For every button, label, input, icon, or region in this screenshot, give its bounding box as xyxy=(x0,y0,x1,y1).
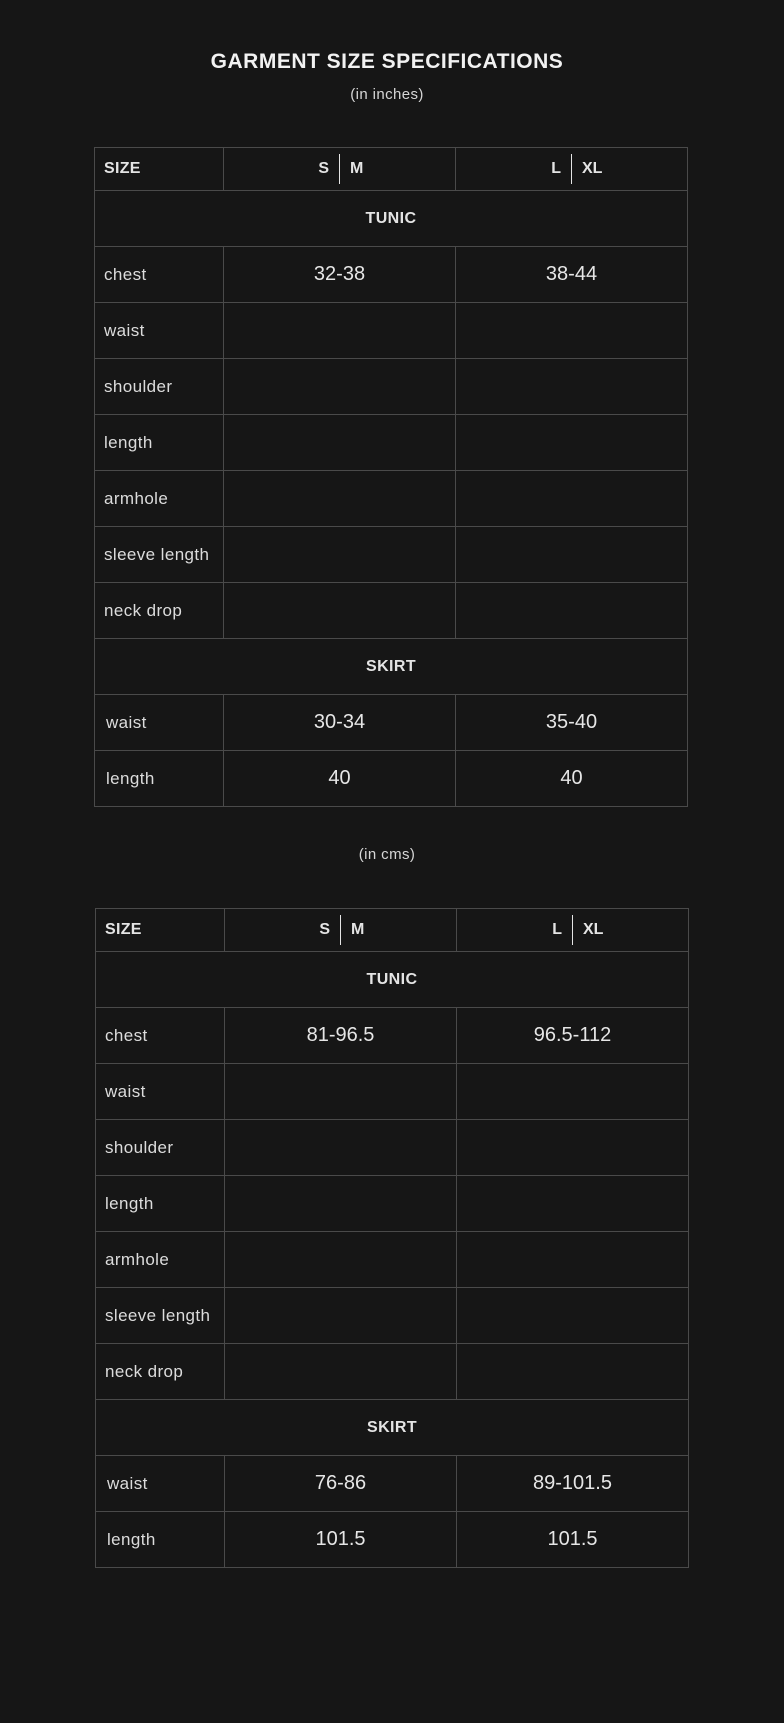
value-s-m xyxy=(225,1288,457,1344)
measurement-label: shoulder xyxy=(95,359,224,415)
measurement-label: length xyxy=(96,1176,225,1232)
page-title: GARMENT SIZE SPECIFICATIONS xyxy=(210,50,564,73)
size-s: S xyxy=(319,921,330,938)
value-l-xl xyxy=(457,1064,689,1120)
table-row xyxy=(95,471,688,527)
unit-label-cms: (in cms) xyxy=(358,846,416,863)
table-row xyxy=(96,1176,689,1232)
value-s-m: 81-96.5 xyxy=(225,1008,457,1064)
size-s: S xyxy=(318,160,329,177)
size-m: M xyxy=(351,921,365,938)
measurement-label: length xyxy=(95,751,224,807)
value-l-xl xyxy=(457,1176,689,1232)
size-table-inches xyxy=(94,147,688,807)
size-l: L xyxy=(551,160,561,177)
measurement-label: neck drop xyxy=(95,583,224,639)
measurement-label: length xyxy=(95,415,224,471)
table-row xyxy=(95,303,688,359)
value-s-m xyxy=(224,359,456,415)
value-s-m: 76-86 xyxy=(225,1456,457,1512)
value-l-xl xyxy=(457,1232,689,1288)
value-s-m xyxy=(225,1176,457,1232)
measurement-label: waist xyxy=(96,1064,225,1120)
value-l-xl xyxy=(456,303,688,359)
value-l-xl: 35-40 xyxy=(456,695,688,751)
measurement-label: armhole xyxy=(96,1232,225,1288)
value-s-m xyxy=(224,583,456,639)
size-m: M xyxy=(350,160,364,177)
value-l-xl xyxy=(456,471,688,527)
section-row-tunic xyxy=(95,191,688,247)
table-row xyxy=(95,415,688,471)
table-row xyxy=(96,1232,689,1288)
size-header: SIZE xyxy=(96,909,225,952)
measurement-label: sleeve length xyxy=(95,527,224,583)
value-s-m xyxy=(224,471,456,527)
size-pair-l-xl xyxy=(456,148,688,191)
value-l-xl xyxy=(457,1288,689,1344)
size-pair-l-xl xyxy=(457,909,689,952)
value-s-m xyxy=(224,303,456,359)
section-label-tunic: TUNIC xyxy=(96,952,689,1008)
value-s-m: 101.5 xyxy=(225,1512,457,1568)
table-row xyxy=(96,1008,689,1064)
section-label-skirt: SKIRT xyxy=(96,1400,689,1456)
table-row xyxy=(96,1120,689,1176)
value-l-xl xyxy=(457,1120,689,1176)
table-header-row xyxy=(95,148,688,191)
table-header-row xyxy=(96,909,689,952)
size-table-cms xyxy=(95,908,689,1568)
table-row xyxy=(96,1288,689,1344)
table-row xyxy=(96,1512,689,1568)
size-pair-s-m xyxy=(225,909,457,952)
value-s-m: 32-38 xyxy=(224,247,456,303)
value-s-m: 40 xyxy=(224,751,456,807)
table-row xyxy=(96,1456,689,1512)
size-header: SIZE xyxy=(95,148,224,191)
value-s-m xyxy=(224,527,456,583)
section-row-tunic xyxy=(96,952,689,1008)
measurement-label: neck drop xyxy=(96,1344,225,1400)
value-s-m xyxy=(225,1344,457,1400)
measurement-label: chest xyxy=(96,1008,225,1064)
section-label-skirt: SKIRT xyxy=(95,639,688,695)
value-s-m: 30-34 xyxy=(224,695,456,751)
value-s-m xyxy=(225,1232,457,1288)
measurement-label: shoulder xyxy=(96,1120,225,1176)
measurement-label: chest xyxy=(95,247,224,303)
table-row xyxy=(95,527,688,583)
measurement-label: length xyxy=(96,1512,225,1568)
measurement-label: armhole xyxy=(95,471,224,527)
unit-label-inches: (in inches) xyxy=(350,86,424,103)
value-l-xl xyxy=(456,527,688,583)
size-xl: XL xyxy=(582,160,603,177)
value-l-xl: 96.5-112 xyxy=(457,1008,689,1064)
value-l-xl: 38-44 xyxy=(456,247,688,303)
section-row-skirt xyxy=(95,639,688,695)
value-l-xl xyxy=(456,415,688,471)
value-s-m xyxy=(225,1120,457,1176)
measurement-label: waist xyxy=(96,1456,225,1512)
value-l-xl: 101.5 xyxy=(457,1512,689,1568)
measurement-label: waist xyxy=(95,303,224,359)
measurement-label: sleeve length xyxy=(96,1288,225,1344)
section-row-skirt xyxy=(96,1400,689,1456)
size-xl: XL xyxy=(583,921,604,938)
table-row xyxy=(95,695,688,751)
size-pair-s-m xyxy=(224,148,456,191)
table-row xyxy=(95,359,688,415)
table-row xyxy=(95,247,688,303)
table-row xyxy=(95,583,688,639)
value-s-m xyxy=(225,1064,457,1120)
value-l-xl xyxy=(456,359,688,415)
table-row xyxy=(96,1064,689,1120)
table-row xyxy=(96,1344,689,1400)
value-l-xl xyxy=(456,583,688,639)
value-s-m xyxy=(224,415,456,471)
section-label-tunic: TUNIC xyxy=(95,191,688,247)
value-l-xl: 89-101.5 xyxy=(457,1456,689,1512)
measurement-label: waist xyxy=(95,695,224,751)
size-l: L xyxy=(552,921,562,938)
value-l-xl: 40 xyxy=(456,751,688,807)
table-row xyxy=(95,751,688,807)
value-l-xl xyxy=(457,1344,689,1400)
